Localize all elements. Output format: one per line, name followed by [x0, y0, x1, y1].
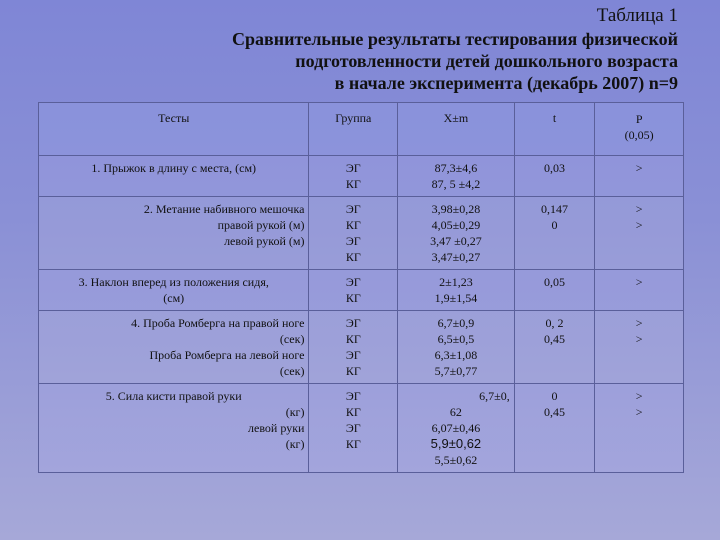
- xm-cell-line: 3,47±0,27: [431, 250, 481, 264]
- header-p: [595, 103, 684, 156]
- p-cell-line: >: [635, 218, 643, 232]
- test-cell-line: (сек): [279, 332, 305, 346]
- xm-cell-line: 1,9±1,54: [434, 291, 478, 305]
- xm-cell-line: 3,47 ±0,27: [430, 234, 482, 248]
- group-cell: [309, 270, 398, 311]
- t-cell-line: 0,45: [544, 332, 566, 346]
- group-cell-line: КГ: [345, 405, 361, 419]
- header-p-line-2: (0,05): [624, 128, 654, 142]
- xm-cell: [398, 197, 515, 270]
- t-cell: [514, 197, 595, 270]
- group-cell-line: КГ: [345, 437, 361, 451]
- group-cell-line: ЭГ: [345, 234, 361, 248]
- xm-cell: [398, 384, 515, 473]
- xm-cell-line: 6,5±0,5: [437, 332, 475, 346]
- p-cell-line: >: [635, 405, 643, 419]
- test-cell-line: 2. Метание набивного мешочка: [143, 202, 305, 216]
- group-cell-line: ЭГ: [345, 316, 361, 330]
- test-cell-line: (см): [163, 291, 185, 305]
- xm-cell-line: 2±1,23: [439, 275, 473, 289]
- test-cell: [39, 270, 309, 311]
- xm-cell: [398, 156, 515, 197]
- p-cell-line: >: [635, 389, 643, 403]
- xm-cell: [398, 311, 515, 384]
- p-cell-line: >: [635, 275, 643, 289]
- t-cell-line: 0: [551, 389, 558, 403]
- xm-cell-line: 87,3±4,6: [434, 161, 478, 175]
- table-caption: Таблица 1: [596, 5, 678, 26]
- xm-cell-line: 6,07±0,46: [431, 421, 481, 435]
- xm-cell-line: 6,7±0,9: [437, 316, 475, 330]
- header-xm: X±m: [398, 103, 515, 156]
- p-cell: [595, 384, 684, 473]
- group-cell-line: ЭГ: [345, 421, 361, 435]
- title-block: [232, 4, 678, 94]
- table-row: [39, 156, 684, 197]
- test-cell-line: 3. Наклон вперед из положения сидя,: [78, 275, 269, 289]
- t-cell: [514, 156, 595, 197]
- table-row: [39, 197, 684, 270]
- group-cell-line: ЭГ: [345, 275, 361, 289]
- test-cell-line: Проба Ромберга на левой ноге: [149, 348, 305, 362]
- table-heading-line-2: подготовленности детей дошкольного возраста: [295, 51, 678, 71]
- xm-cell-line: 5,5±0,62: [434, 453, 478, 467]
- group-cell-line: КГ: [345, 332, 361, 346]
- xm-cell-line: 87, 5 ±4,2: [431, 177, 481, 191]
- p-cell-line: >: [635, 161, 643, 175]
- table-row: [39, 270, 684, 311]
- xm-cell-line: 3,98±0,28: [431, 202, 481, 216]
- xm-cell-line: 6,3±1,08: [434, 348, 478, 362]
- p-cell-line: >: [635, 202, 643, 216]
- test-cell: [39, 311, 309, 384]
- results-table: [38, 102, 684, 473]
- table-header-row: [39, 103, 684, 156]
- test-cell-line: 5. Сила кисти правой руки: [105, 389, 242, 403]
- xm-cell: [398, 270, 515, 311]
- group-cell: [309, 197, 398, 270]
- group-cell-line: КГ: [345, 250, 361, 264]
- group-cell-line: ЭГ: [345, 348, 361, 362]
- test-cell-line: 4. Проба Ромберга на правой ноге: [131, 316, 305, 330]
- t-cell-line: 0,03: [544, 161, 566, 175]
- t-cell-line: 0: [551, 218, 558, 232]
- group-cell: [309, 384, 398, 473]
- xm-cell-line: 5,7±0,77: [434, 364, 478, 378]
- xm-cell-line: 5,9±0,62: [430, 436, 482, 451]
- test-cell-line: левой руки: [248, 421, 305, 435]
- test-cell-line: (кг): [285, 437, 305, 451]
- group-cell: [309, 156, 398, 197]
- p-cell-line: >: [635, 316, 643, 330]
- group-cell-line: ЭГ: [345, 389, 361, 403]
- table-body: [39, 156, 684, 473]
- p-cell: [595, 311, 684, 384]
- t-cell-line: 0,05: [544, 275, 566, 289]
- header-tests: Тесты: [39, 103, 309, 156]
- test-cell-line: (кг): [285, 405, 305, 419]
- test-cell: [39, 384, 309, 473]
- t-cell-line: 0, 2: [545, 316, 564, 330]
- header-group: Группа: [309, 103, 398, 156]
- p-cell: [595, 197, 684, 270]
- p-cell: [595, 156, 684, 197]
- group-cell-line: КГ: [345, 218, 361, 232]
- p-cell: [595, 270, 684, 311]
- t-cell: [514, 384, 595, 473]
- table-row: [39, 311, 684, 384]
- t-cell: [514, 270, 595, 311]
- table-heading-line-1: Сравнительные результаты тестирования физической: [232, 29, 678, 49]
- t-cell: [514, 311, 595, 384]
- test-cell: [39, 197, 309, 270]
- test-cell-line: левой рукой (м): [224, 234, 305, 248]
- group-cell-line: КГ: [345, 177, 361, 191]
- test-cell-line: (сек): [279, 364, 305, 378]
- test-cell-line: правой рукой (м): [217, 218, 305, 232]
- table-row: [39, 384, 684, 473]
- group-cell-line: ЭГ: [345, 202, 361, 216]
- test-cell-line: 1. Прыжок в длину с места, (см): [91, 161, 257, 175]
- xm-cell-line: 4,05±0,29: [431, 218, 481, 232]
- group-cell-line: КГ: [345, 291, 361, 305]
- group-cell-line: КГ: [345, 364, 361, 378]
- p-cell-line: >: [635, 332, 643, 346]
- group-cell: [309, 311, 398, 384]
- xm-cell-line: 6,7±0,: [479, 389, 510, 403]
- t-cell-line: 0,45: [544, 405, 566, 419]
- table-heading-line-3: в начале эксперимента (декабрь 2007) n=9: [334, 73, 678, 93]
- t-cell-line: 0,147: [541, 202, 569, 216]
- group-cell-line: ЭГ: [345, 161, 361, 175]
- header-p-line-1: P: [635, 112, 643, 126]
- header-t: t: [514, 103, 595, 156]
- test-cell: [39, 156, 309, 197]
- xm-cell-line: 62: [449, 405, 462, 419]
